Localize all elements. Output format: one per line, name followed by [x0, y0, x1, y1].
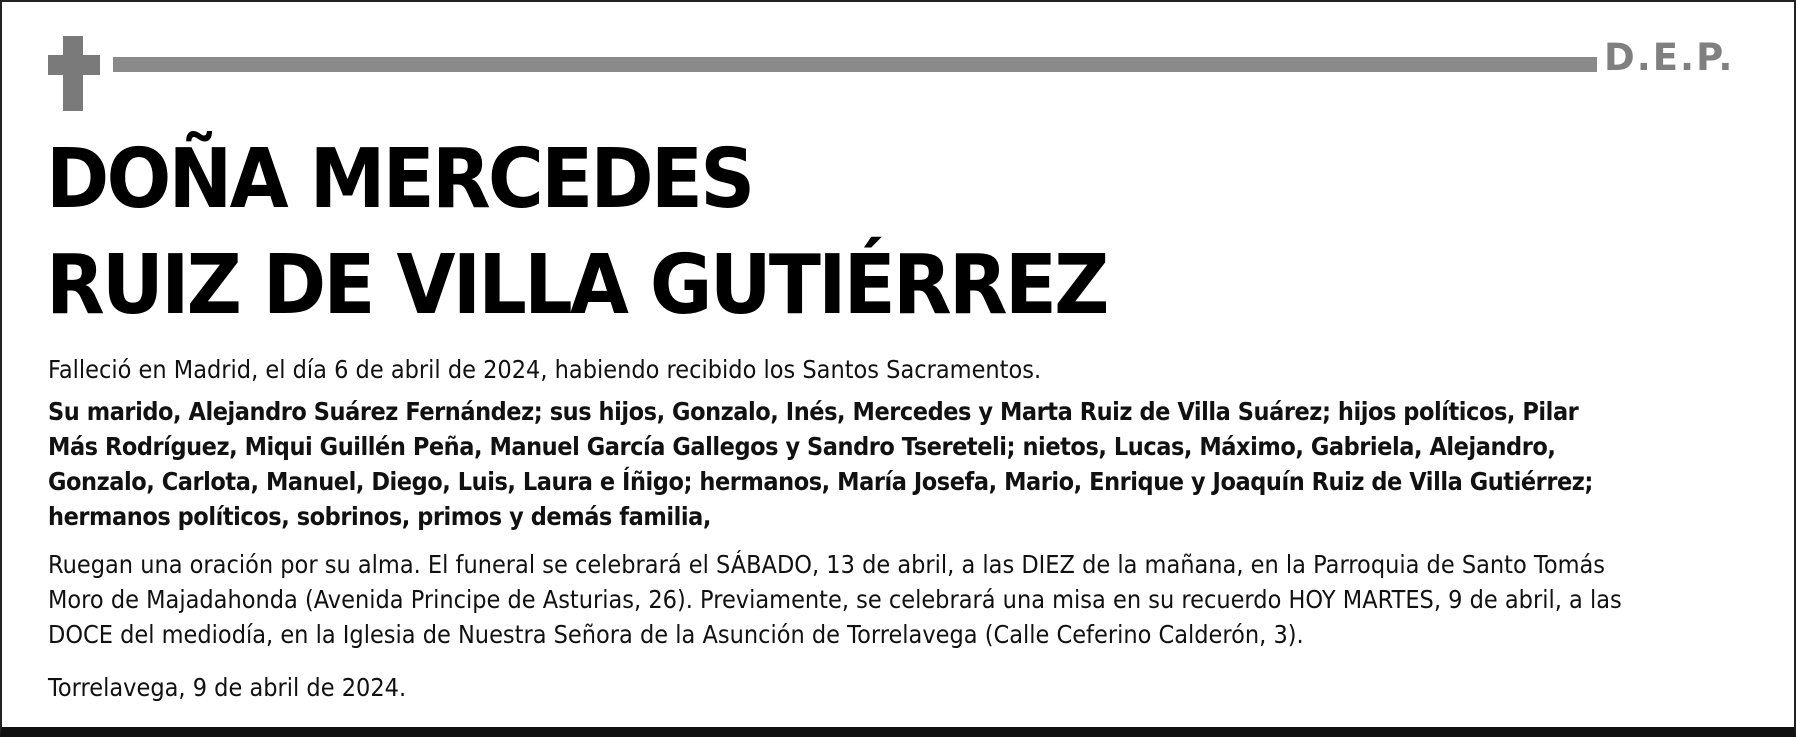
- place-date: Torrelavega, 9 de abril de 2024.: [48, 673, 407, 702]
- deceased-name: [46, 127, 1107, 339]
- dep-label: D.E.P.: [1604, 36, 1735, 79]
- funeral-details: Ruegan una oración por su alma. El funeral se celebrará el SÁBADO, 13 de abril, a las DIEZ de la mañana, en la Parroquia de Santo Tomás Moro de Majadahonda (Avenida Principe de Asturias, 26). Previamente, se celebrará una misa en su recuerdo HOY MARTES, 9 de abril, a las DOCE del mediodía, en la Iglesia de Nuestra Señora de la Asunción de Torrelavega (Calle Ceferino Calderón, 3).: [48, 550, 1622, 649]
- header-rule: [113, 57, 1597, 72]
- family-list: Su marido, Alejandro Suárez Fernández; sus hijos, Gonzalo, Inés, Mercedes y Marta Ruiz de Villa Suárez; hijos políticos, Pilar Más Rodríguez, Miqui Guillén Peña, Manuel García Gallegos y Sandro Tsereteli; nietos, Lucas, Máximo, Gabriela, Alejandro, Gonzalo, Carlota, Manuel, Diego, Luis, Laura e Íñigo; hermanos, María Josefa, Mario, Enrique y Joaquín Ruiz de Villa Gutiérrez; hermanos políticos, sobrinos, primos y demás familia,: [48, 397, 1593, 531]
- cross-icon-arm: [48, 55, 100, 75]
- name-line-2: RUIZ DE VILLA GUTIÉRREZ: [46, 238, 1107, 333]
- death-notice: Falleció en Madrid, el día 6 de abril de 2024, habiendo recibido los Santos Sacramentos.: [48, 355, 1042, 384]
- name-line-1: DOÑA MERCEDES: [46, 132, 753, 227]
